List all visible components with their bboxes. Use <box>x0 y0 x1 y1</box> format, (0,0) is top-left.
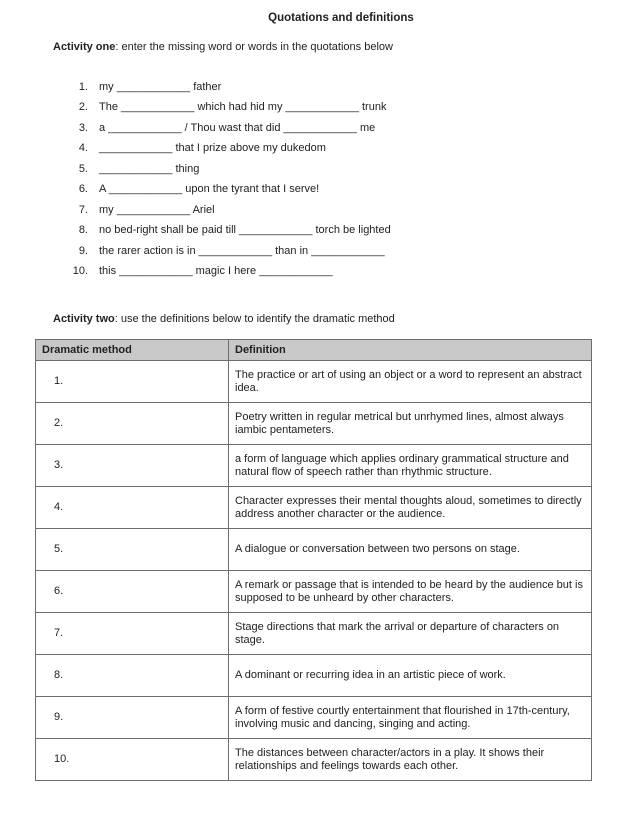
quotation-number: 5. <box>78 163 88 175</box>
activity-two-heading <box>53 313 395 325</box>
table-row <box>36 697 592 739</box>
table-row <box>36 529 592 571</box>
method-cell: 1. <box>36 361 229 403</box>
quotation-number: 6. <box>78 183 88 195</box>
method-cell: 2. <box>36 403 229 445</box>
quotation-text: my ____________ Ariel <box>99 204 215 216</box>
quotation-text: ____________ that I prize above my dukedom <box>99 142 326 154</box>
table-row <box>36 739 592 781</box>
quotation-number: 9. <box>78 245 88 257</box>
table-row <box>36 571 592 613</box>
definition-cell: The practice or art of using an object or a word to represent an abstract idea. <box>229 361 592 403</box>
quotation-text: a ____________ / Thou wast that did ____________ me <box>99 122 376 134</box>
quotation-number: 8. <box>78 224 88 236</box>
definition-cell: A form of festive courtly entertainment that flourished in 17th-century, involving music and dancing, singing and acting. <box>229 697 592 739</box>
definition-cell: A dominant or recurring idea in an artistic piece of work. <box>229 655 592 697</box>
quotation-number: 7. <box>78 204 88 216</box>
definition-cell: The distances between character/actors in a play. It shows their relationships and feelings towards each other. <box>229 739 592 781</box>
quotation-text: A ____________ upon the tyrant that I serve! <box>99 183 320 195</box>
quotation-text: no bed-right shall be paid till ____________ torch be lighted <box>99 224 391 236</box>
definition-cell: a form of language which applies ordinary grammatical structure and natural flow of speech rather than rhythmic structure. <box>229 445 592 487</box>
definitions-table <box>35 339 592 781</box>
quotation-number: 2. <box>78 101 88 113</box>
table-row <box>36 403 592 445</box>
definition-cell: Character expresses their mental thoughts aloud, sometimes to directly address another character or the audience. <box>229 487 592 529</box>
quotation-text: this ____________ magic I here ____________ <box>99 265 333 277</box>
method-cell: 3. <box>36 445 229 487</box>
activity-one-instruction: : enter the missing word or words in the quotations below <box>115 41 393 53</box>
quotation-number: 3. <box>78 122 88 134</box>
quotation-number: 4. <box>78 142 88 154</box>
definition-cell: A dialogue or conversation between two persons on stage. <box>229 529 592 571</box>
method-cell: 8. <box>36 655 229 697</box>
quotation-number: 1. <box>78 81 88 93</box>
page-title: Quotations and definitions <box>268 12 414 24</box>
table-header-row <box>36 340 592 361</box>
method-cell: 4. <box>36 487 229 529</box>
definition-cell: Poetry written in regular metrical but unrhymed lines, almost always iambic pentameters. <box>229 403 592 445</box>
column-header-definition: Definition <box>229 340 592 361</box>
activity-two-instruction: : use the definitions below to identify the dramatic method <box>114 313 395 325</box>
method-cell: 7. <box>36 613 229 655</box>
definition-cell: A remark or passage that is intended to be heard by the audience but is supposed to be unheard by other characters. <box>229 571 592 613</box>
table-row <box>36 655 592 697</box>
method-cell: 5. <box>36 529 229 571</box>
table-row <box>36 361 592 403</box>
quotation-number: 10. <box>72 265 88 277</box>
table-row <box>36 487 592 529</box>
table-row <box>36 445 592 487</box>
quotation-text: the rarer action is in ____________ than in ____________ <box>99 245 385 257</box>
table-row <box>36 613 592 655</box>
method-cell: 9. <box>36 697 229 739</box>
quotation-text: The ____________ which had hid my ____________ trunk <box>99 101 387 113</box>
activity-two-label: Activity two <box>53 313 115 325</box>
activity-one-heading <box>53 41 393 53</box>
method-cell: 10. <box>36 739 229 781</box>
activity-one-label: Activity one <box>53 41 116 53</box>
quotation-text: ____________ thing <box>99 163 200 175</box>
quotation-text: my ____________ father <box>99 81 222 93</box>
definition-cell: Stage directions that mark the arrival or departure of characters on stage. <box>229 613 592 655</box>
method-cell: 6. <box>36 571 229 613</box>
column-header-method: Dramatic method <box>36 340 229 361</box>
